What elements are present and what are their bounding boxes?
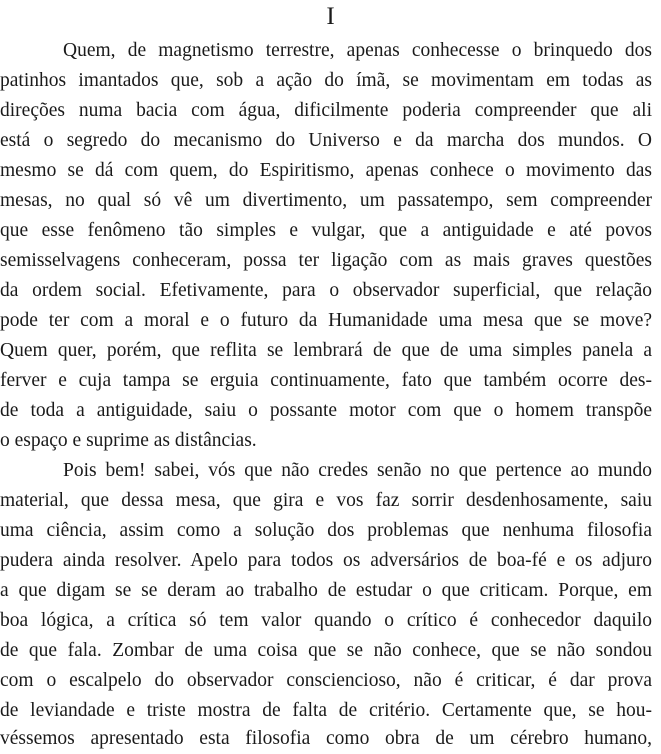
text-line: de que fala. Zombar de uma coisa que se não conhece, que se não sondou bbox=[0, 640, 652, 661]
text-line: com o escalpelo do observador consciencioso, não é criticar, é dar prova bbox=[0, 670, 652, 691]
text-line: que esse fenômeno tão simples e vulgar, que a antiguidade e até povos bbox=[0, 220, 652, 241]
text-line: pudera ainda resolver. Apelo para todos os adversários de boa-fé e os adjuro bbox=[0, 550, 652, 571]
text-line: mesmo se dá com quem, do Espiritismo, apenas conhece o movimento das bbox=[0, 160, 652, 181]
text-line: mesas, no qual só vê um divertimento, um passatempo, sem compreender bbox=[0, 190, 652, 211]
text-line: está o segredo do mecanismo do Universo e da marcha dos mundos. O bbox=[0, 130, 652, 151]
text-line: ferver e cuja tampa se erguia continuamente, fato que também ocorre des- bbox=[0, 370, 652, 391]
text-line: véssemos apresentado esta filosofia como obra de um cérebro humano, bbox=[0, 728, 652, 749]
text-line: a que digam se se deram ao trabalho de estudar o que criticam. Porque, em bbox=[0, 580, 652, 601]
text-line: Quem quer, porém, que reflita se lembrará de que de uma simples panela a bbox=[0, 340, 652, 361]
text-line: Pois bem! sabei, vós que não credes senão no que pertence ao mundo bbox=[63, 460, 652, 481]
text-line: uma ciência, assim como a solução dos problemas que nenhuma filosofia bbox=[0, 520, 652, 541]
text-line: da ordem social. Efetivamente, para o observador superficial, que relação bbox=[0, 280, 652, 301]
text-line: o espaço e suprime as distâncias. bbox=[0, 430, 257, 451]
text-line: semisselvagens conheceram, possa ter ligação com as mais graves questões bbox=[0, 250, 652, 271]
chapter-heading: I bbox=[326, 3, 335, 30]
text-line: de leviandade e triste mostra de falta de critério. Certamente que, se hou- bbox=[0, 700, 652, 721]
text-line: direções numa bacia com água, dificilmente poderia compreender que ali bbox=[0, 100, 652, 121]
text-line: de toda a antiguidade, saiu o possante motor com que o homem transpõe bbox=[0, 400, 652, 421]
text-line: boa lógica, a crítica só tem valor quando o crítico é conhecedor daquilo bbox=[0, 610, 652, 631]
text-line: Quem, de magnetismo terrestre, apenas conhecesse o brinquedo dos bbox=[63, 40, 652, 61]
text-line: patinhos imantados que, sob a ação do ímã, se movimentam em todas as bbox=[0, 70, 652, 91]
text-line: pode ter com a moral e o futuro da Humanidade uma mesa que se move? bbox=[0, 310, 652, 331]
text-line: material, que dessa mesa, que gira e vos faz sorrir desdenhosamente, saiu bbox=[0, 490, 652, 511]
